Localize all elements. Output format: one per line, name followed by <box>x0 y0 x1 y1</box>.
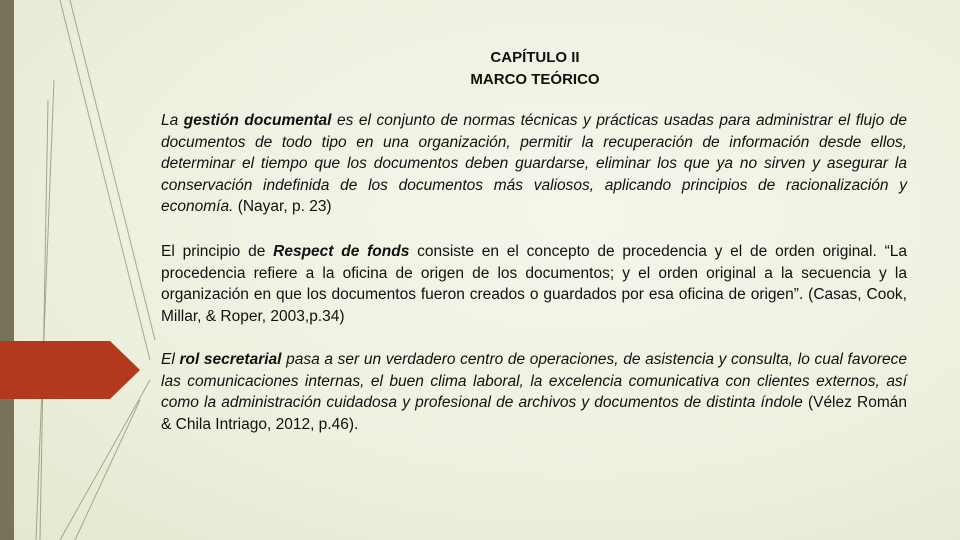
citation: (Vélez Román & Chila Intriago, 2012, p.46). <box>161 394 907 433</box>
deco-line <box>36 80 54 540</box>
deco-line <box>70 0 155 340</box>
deco-line <box>60 0 150 360</box>
paragraph-rol-secretarial <box>161 349 907 435</box>
decorative-lines <box>0 0 160 540</box>
text-segment: es el conjunto de normas técnicas y prácticas usadas para administrar el flujo de documentos de todo tipo en una organización, permitir la recuperación de información desde ellos, determinar el tiempo que los documentos deben guardarse, eliminar los que ya no sirven y asegurar la conservación indefinida de los documentos más valiosos, aplicando principios de racionalización y economía. <box>161 112 907 215</box>
citation: (Nayar, p. 23) <box>233 198 332 215</box>
text-segment: La <box>161 112 184 129</box>
deco-line <box>75 400 140 540</box>
paragraph-gestion-documental <box>161 110 907 218</box>
term-highlight: gestión documental <box>183 112 332 129</box>
text-segment: pasa a ser un verdadero centro de operaciones, de asistencia y consulta, lo cual favorece las comunicaciones internas, el buen clima laboral, la excelencia comunicativa con clientes externos, así como la administración cuidadosa y profesional de archivos y documentos de distinta índole <box>161 351 907 411</box>
chapter-heading <box>400 47 670 91</box>
text-segment: consiste en el concepto de procedencia y el de orden original. “La procedencia refiere a la oficina de origen de los documentos; y el orden original a la secuencia y la organización en que los documentos fueron creados o guardados por esa oficina de origen”. (Casas, Cook, Millar, & Roper, 2003,p.34) <box>161 243 907 325</box>
accent-arrow-tab <box>0 341 140 399</box>
term-highlight: Respect de fonds <box>273 243 410 260</box>
deco-line <box>40 100 48 540</box>
chapter-title: MARCO TEÓRICO <box>470 71 600 88</box>
term-highlight: rol secretarial <box>179 351 282 368</box>
text-segment: El <box>161 351 180 368</box>
text-segment: El principio de <box>161 243 274 260</box>
chapter-number: CAPÍTULO II <box>490 49 580 66</box>
paragraph-respect-de-fonds <box>161 241 907 327</box>
deco-line <box>60 380 150 540</box>
